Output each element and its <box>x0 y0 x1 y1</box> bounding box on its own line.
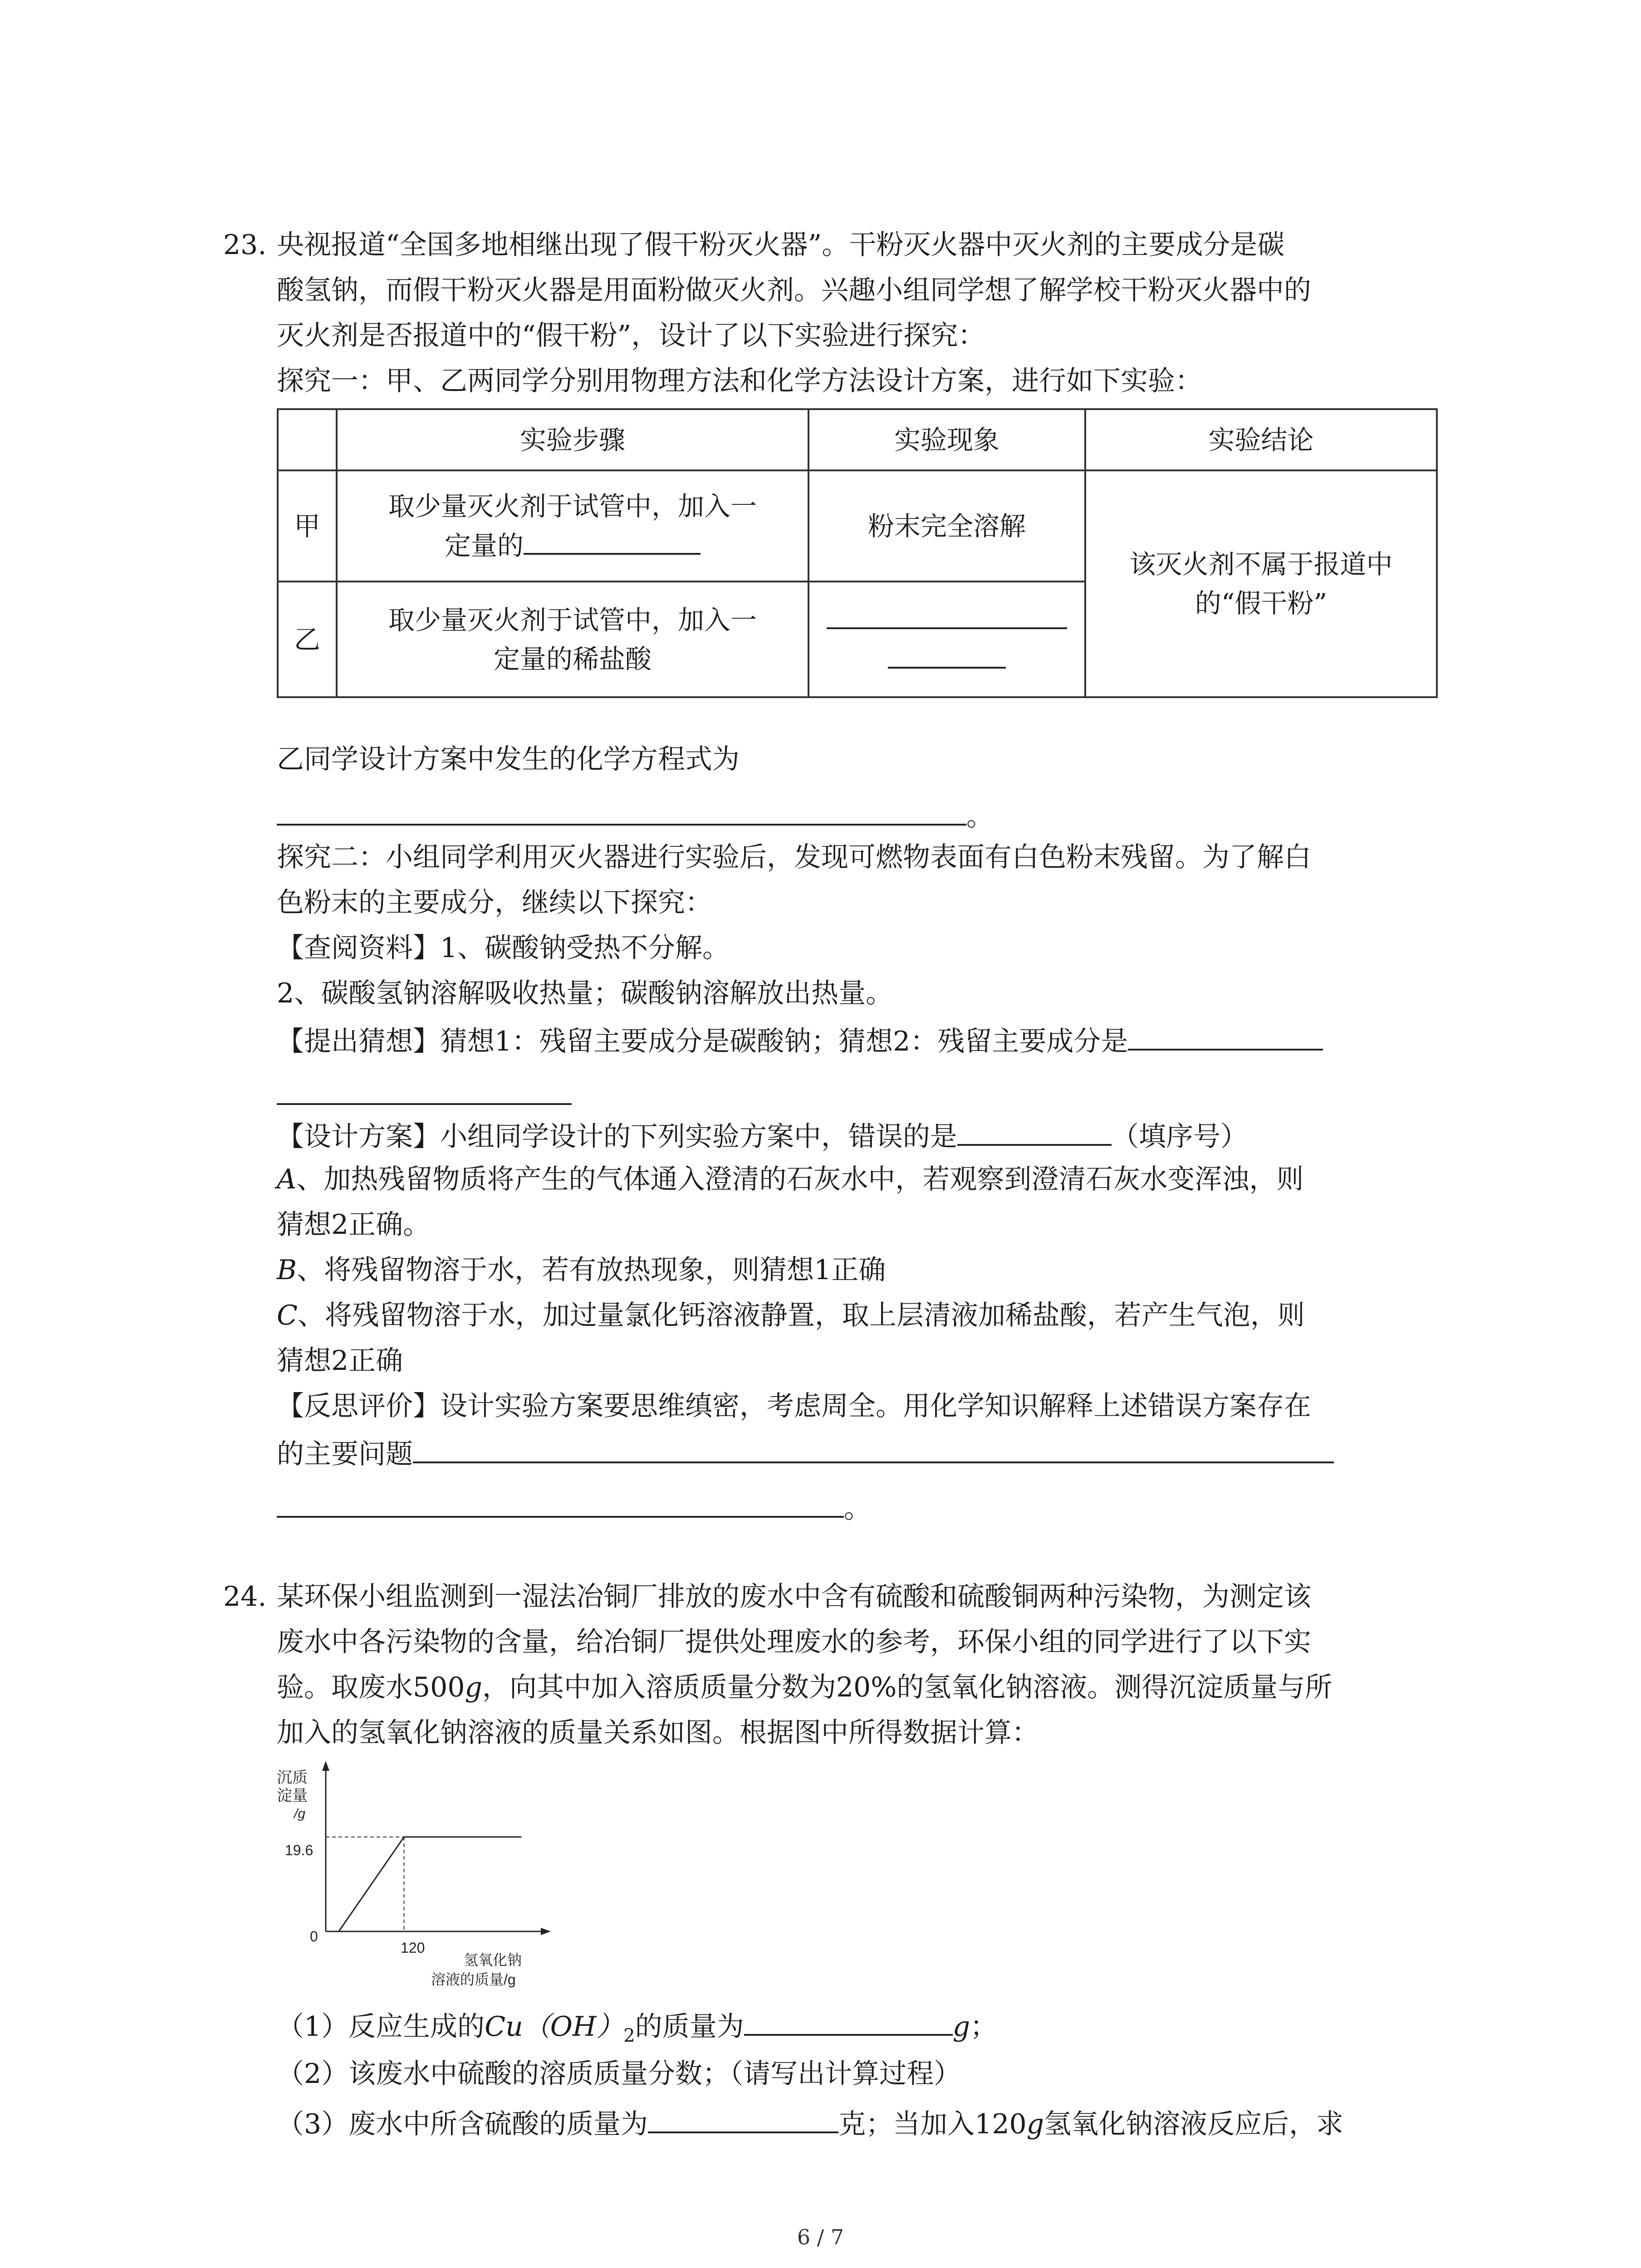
guess-line <box>277 1020 1323 1061</box>
option-a-text: 、加热残留物质将产生的气体通入澄清的石灰水中，若观察到澄清石灰水变浑浊，则 <box>296 1163 1304 1195</box>
option-a-letter: A <box>277 1163 297 1195</box>
explore2-line-2: 色粉末的主要成分，继续以下探究： <box>277 887 712 919</box>
option-b-text: 、将残留物溶于水，若有放热现象，则猜想1正确 <box>297 1254 886 1286</box>
page-number: 6 / 7 <box>797 2225 844 2249</box>
row-label-yi: 乙 <box>278 582 337 697</box>
conclusion-line-1: 该灭火剂不属于报道中 <box>1129 549 1393 580</box>
row-yi-step <box>337 582 808 697</box>
y-axis-label-line-2: 淀量 <box>277 1787 308 1804</box>
q23-explore1: 探究一：甲、乙两同学分别用物理方法和化学方法设计方案，进行如下实验： <box>277 365 1202 397</box>
row-jia-step-line-1: 取少量灭火剂于试管中，加入一 <box>388 491 757 522</box>
row-jia-step-text: 定量的 <box>444 530 524 561</box>
sub2-line: （2）该废水中硫酸的溶质质量分数；（请写出计算过程） <box>277 2058 961 2090</box>
sub1-oh: （OH） <box>523 2011 624 2043</box>
conclusion-line-2: 的“假干粉” <box>1195 588 1327 619</box>
x-axis-arrow <box>541 1928 551 1935</box>
design-line <box>277 1115 1248 1156</box>
answer-blank-guess-2[interactable] <box>277 1074 572 1105</box>
x-axis-label-line-1: 氢氧化钠 <box>464 1952 522 1968</box>
option-b-letter: B <box>277 1254 297 1286</box>
answer-blank-reflect-1[interactable] <box>413 1432 1334 1463</box>
reflect-period: 。 <box>844 1493 871 1525</box>
q23-intro-line-1: 央视报道“全国多地相继出现了假干粉灭火器”。干粉灭火器中灭火剂的主要成分是碳 <box>277 229 1285 261</box>
sub1-subscript: 2 <box>623 2025 635 2046</box>
sub3-line <box>277 2102 1343 2143</box>
design-suffix: （填序号） <box>1112 1121 1248 1153</box>
reflect-text: 的主要问题 <box>277 1438 413 1470</box>
answer-blank-acid-mass[interactable] <box>648 2102 838 2133</box>
table-header-conclusion: 实验结论 <box>1085 409 1437 470</box>
sub1-unit: g <box>952 2011 970 2043</box>
q24-line-1: 某环保小组监测到一湿法冶铜厂排放的废水中含有硫酸和硫酸铜两种污染物，为测定该 <box>277 1581 1311 1613</box>
q23-intro-line-3: 灭火剂是否报道中的“假干粉”，设计了以下实验进行探究： <box>277 320 985 352</box>
option-c-text: 、将残留物溶于水，加过量氯化钙溶液静置，取上层清液加稀盐酸，若产生气泡，则 <box>297 1300 1305 1331</box>
chart-layer <box>322 1761 551 1935</box>
table-header-steps: 实验步骤 <box>337 409 808 470</box>
sub1-text-a: （1）反应生成的 <box>277 2011 485 2043</box>
sub3-text-a: （3）废水中所含硫酸的质量为 <box>277 2108 648 2140</box>
answer-blank-equation[interactable] <box>277 795 966 826</box>
table-header-phenomenon: 实验现象 <box>808 409 1085 470</box>
sub1-text-b: 的质量为 <box>635 2011 744 2043</box>
option-b-line <box>277 1251 886 1289</box>
q23-number: 23. <box>223 229 267 261</box>
q24-line-3-b: ，向其中加入溶质质量分数为20%的氢氧化钠溶液。测得沉淀质量与所 <box>482 1672 1332 1703</box>
precipitate-series-line <box>339 1837 522 1931</box>
row-label-jia: 甲 <box>278 470 337 582</box>
equation-period: 。 <box>966 801 994 832</box>
option-c-line-2: 猜想2正确 <box>277 1345 403 1377</box>
sub3-unit-g: g <box>1026 2108 1044 2140</box>
row-yi-step-line-2: 定量的稀盐酸 <box>493 643 652 675</box>
sub1-end: ； <box>970 2011 998 2043</box>
precipitate-chart <box>268 1760 594 1996</box>
row-yi-step-line-1: 取少量灭火剂于试管中，加入一 <box>388 604 757 635</box>
option-a-line-2: 猜想2正确。 <box>277 1209 431 1241</box>
row-jia-step <box>337 470 808 582</box>
row-yi-phenomenon[interactable] <box>808 582 1085 697</box>
x-axis-label-line-2: 溶液的质量/g <box>431 1971 516 1988</box>
guess-text: 【提出猜想】猜想1：残留主要成分是碳酸钠；猜想2：残留主要成分是 <box>277 1026 1128 1057</box>
sub1-line <box>277 2005 997 2055</box>
explore2-line-1: 探究二：小组同学利用灭火器进行实验后，发现可燃物表面有白色粉末残留。为了解白 <box>277 841 1311 873</box>
y-axis-label-line-1: 沉质 <box>277 1769 308 1786</box>
answer-blank-cuoh2-mass[interactable] <box>744 2005 953 2036</box>
y-axis-arrow <box>322 1761 329 1771</box>
experiment-table <box>277 408 1438 698</box>
equation-line <box>277 795 994 836</box>
answer-blank-guess-1[interactable] <box>1128 1020 1323 1051</box>
reflect-line-1: 【反思评价】设计实验方案要思维缜密，考虑周全。用化学知识解释上述错误方案存在 <box>277 1390 1311 1422</box>
x-tick-label: 120 <box>401 1940 425 1956</box>
conclusion-cell <box>1085 470 1437 697</box>
origin-label: 0 <box>310 1928 318 1945</box>
answer-blank-reagent[interactable] <box>524 526 700 555</box>
option-a-line-1 <box>277 1160 1303 1198</box>
answer-blank-phenomenon-2[interactable] <box>888 640 1006 669</box>
q24-line-2: 废水中各污染物的含量，给冶铜厂提供处理废水的参考，环保小组的同学进行了以下实 <box>277 1626 1311 1658</box>
answer-blank-reflect-2[interactable] <box>277 1487 844 1518</box>
q24-unit-g: g <box>465 1672 482 1703</box>
row-jia-phenomenon: 粉末完全溶解 <box>808 470 1085 582</box>
option-c-letter: C <box>277 1300 298 1331</box>
info-line-2: 2、碳酸氢钠溶解吸收热量；碳酸钠溶解放出热量。 <box>277 978 893 1009</box>
option-c-line-1 <box>277 1296 1305 1334</box>
answer-blank-phenomenon-1[interactable] <box>827 600 1067 629</box>
q24-line-3 <box>277 1668 1332 1706</box>
table-header-blank <box>278 409 337 470</box>
y-axis-label-line-3: /g <box>294 1806 306 1821</box>
sub3-text-c: 氢氧化钠溶液反应后，求 <box>1044 2108 1344 2140</box>
q23-intro-line-2: 酸氢钠，而假干粉灭火器是用面粉做灭火剂。兴趣小组同学想了解学校干粉灭火器中的 <box>277 274 1311 306</box>
info-line-1: 【查阅资料】1、碳酸钠受热不分解。 <box>277 932 730 964</box>
reflect-line-3 <box>277 1487 871 1528</box>
equation-prompt: 乙同学设计方案中发生的化学方程式为 <box>277 743 740 775</box>
q24-line-4: 加入的氢氧化钠溶液的质量关系如图。根据图中所得数据计算： <box>277 1717 1039 1749</box>
q24-number: 24. <box>223 1581 267 1613</box>
guess-continuation <box>277 1074 572 1115</box>
answer-blank-design[interactable] <box>957 1115 1112 1146</box>
sub3-text-b: 克；当加入120 <box>838 2108 1027 2140</box>
design-text: 【设计方案】小组同学设计的下列实验方案中，错误的是 <box>277 1121 957 1153</box>
y-tick-label: 19.6 <box>285 1842 314 1858</box>
sub1-cu: Cu <box>485 2011 523 2043</box>
row-jia-step-line-2 <box>347 526 798 565</box>
q24-line-3-a: 验。取废水500 <box>277 1672 465 1703</box>
reflect-line-2 <box>277 1432 1334 1473</box>
